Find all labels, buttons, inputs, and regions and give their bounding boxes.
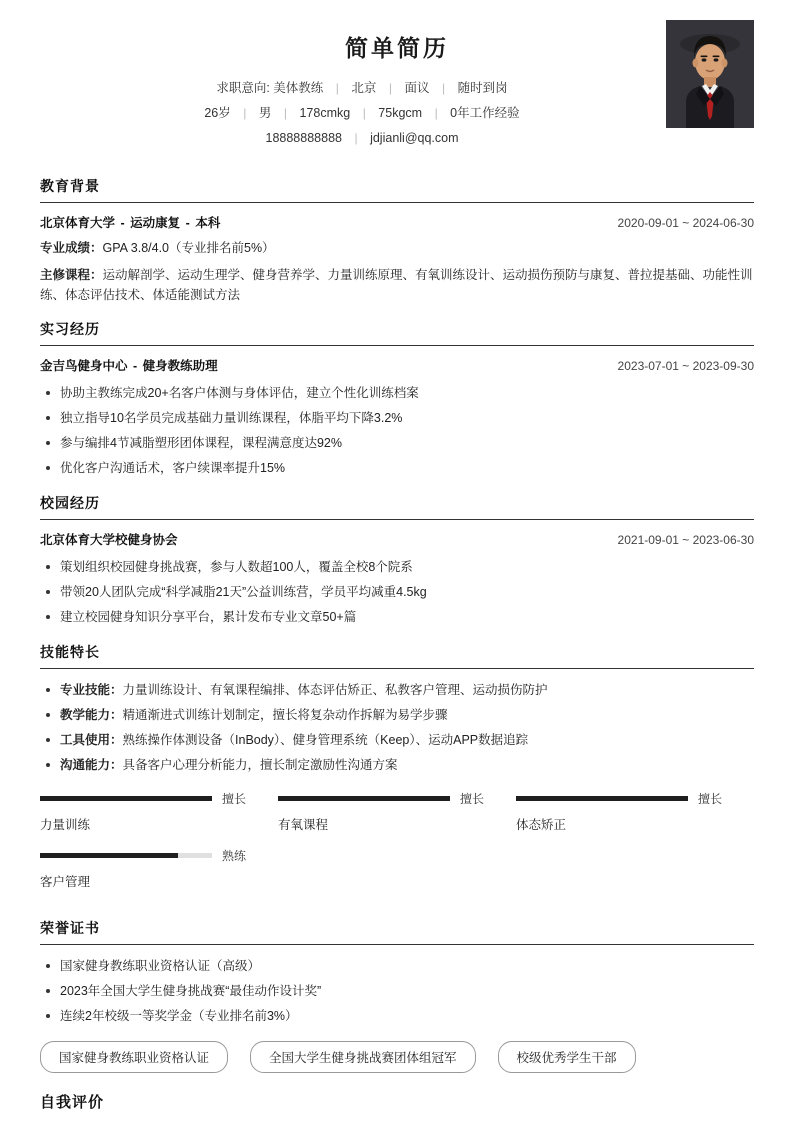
campus-date: 2021-09-01 ~ 2023-06-30 bbox=[617, 533, 754, 547]
internship-entry-head bbox=[40, 356, 754, 374]
meta-email: jdjianli@qq.com bbox=[370, 131, 459, 145]
list-item: 独立指导10名学员完成基础力量训练课程，体脂平均下降3.2% bbox=[40, 407, 754, 429]
resume-header bbox=[40, 18, 754, 162]
meta-separator: | bbox=[283, 106, 287, 120]
meta-city: 北京 bbox=[351, 81, 377, 95]
avatar bbox=[666, 20, 754, 128]
campus-bullets bbox=[40, 556, 754, 628]
skill-bar-fill bbox=[278, 796, 450, 801]
meta-age: 26岁 bbox=[204, 106, 231, 120]
skill-bar-level: 擅长 bbox=[697, 792, 722, 806]
section-title-education: 教育背景 bbox=[40, 176, 754, 203]
internship-company: 金吉鸟健身中心 bbox=[40, 359, 128, 373]
meta-salary: 面议 bbox=[404, 81, 430, 95]
campus-entry bbox=[40, 530, 754, 628]
skills-bullets bbox=[40, 679, 754, 776]
internship-entry bbox=[40, 356, 754, 479]
meta-row-3 bbox=[40, 127, 754, 149]
skill-bar-row bbox=[278, 790, 500, 807]
campus-org: 北京体育大学校健身协会 bbox=[40, 533, 178, 547]
list-item: 带领20人团队完成“科学减脂21天”公益训练营，学员平均减重4.5kg bbox=[40, 581, 754, 603]
education-major: 运动康复 bbox=[130, 216, 181, 230]
list-item: 2023年全国大学生健身挑战赛“最佳动作设计奖” bbox=[40, 980, 754, 1002]
education-entry bbox=[40, 213, 754, 305]
meta-separator: | bbox=[434, 106, 438, 120]
skill-bar-name: 有氧课程 bbox=[277, 818, 328, 832]
education-courses-value: 运动解剖学、运动生理学、健身营养学、力量训练原理、有氧训练设计、运动损伤预防与康复、普拉提基础、功能性训练、体态评估技术、体适能测试方法 bbox=[40, 268, 753, 302]
skill-bar-fill bbox=[40, 796, 212, 801]
honor-tag: 国家健身教练职业资格认证 bbox=[40, 1041, 228, 1073]
honor-tag: 全国大学生健身挑战赛团体组冠军 bbox=[250, 1041, 476, 1073]
section-title-selfeval: 自我评价 bbox=[40, 1094, 105, 1111]
section-honors bbox=[40, 918, 754, 1073]
skill-text: 力量训练设计、有氧课程编排、体态评估矫正、私教客户管理、运动损伤防护 bbox=[122, 683, 548, 697]
skill-bar-item bbox=[40, 790, 278, 833]
skill-label: 沟通能力： bbox=[60, 758, 123, 772]
campus-entry-head bbox=[40, 530, 754, 548]
section-title-campus: 校园经历 bbox=[40, 493, 754, 520]
meta-intent: 求职意向: 美体教练 bbox=[216, 81, 324, 95]
skill-bar-name: 客户管理 bbox=[40, 875, 91, 889]
skill-bar-level: 擅长 bbox=[459, 792, 484, 806]
honor-tag-group bbox=[40, 1041, 754, 1073]
meta-separator: | bbox=[243, 106, 247, 120]
internship-role: 健身教练助理 bbox=[142, 359, 218, 373]
meta-separator: | bbox=[442, 81, 446, 95]
honors-bullets bbox=[40, 955, 754, 1027]
skill-text: 熟练操作体测设备（InBody）、健身管理系统（Keep）、运动APP数据追踪 bbox=[122, 733, 529, 747]
skill-bar-group bbox=[40, 790, 754, 904]
separator-dash: - bbox=[185, 216, 190, 230]
skill-bar-fill bbox=[516, 796, 688, 801]
section-internship bbox=[40, 319, 754, 479]
skill-bar-track bbox=[516, 796, 688, 801]
separator-dash: - bbox=[133, 359, 138, 373]
section-title-internship: 实习经历 bbox=[40, 319, 754, 346]
meta-row-2 bbox=[40, 102, 754, 124]
education-degree: 本科 bbox=[195, 216, 221, 230]
education-school: 北京体育大学 bbox=[40, 216, 116, 230]
skill-bar-row bbox=[40, 790, 262, 807]
education-date: 2020-09-01 ~ 2024-06-30 bbox=[617, 216, 754, 230]
skill-bar-name: 力量训练 bbox=[40, 818, 91, 832]
skill-bar-row bbox=[40, 847, 262, 864]
skill-label: 专业技能： bbox=[60, 683, 123, 697]
skill-text: 精通渐进式训练计划制定，擅长将复杂动作拆解为易学步骤 bbox=[122, 708, 448, 722]
education-courses-label: 主修课程： bbox=[40, 268, 103, 282]
meta-gender: 男 bbox=[258, 106, 272, 120]
section-title-skills: 技能特长 bbox=[40, 642, 754, 669]
education-title bbox=[40, 213, 220, 231]
education-gpa-label: 专业成绩： bbox=[40, 241, 103, 255]
skill-bar-row bbox=[516, 790, 738, 807]
meta-row-1 bbox=[40, 77, 754, 99]
education-gpa-value: GPA 3.8/4.0（专业排名前5%） bbox=[102, 241, 275, 255]
internship-date: 2023-07-01 ~ 2023-09-30 bbox=[617, 359, 754, 373]
meta-separator: | bbox=[354, 131, 358, 145]
section-skills bbox=[40, 642, 754, 904]
internship-title bbox=[40, 356, 218, 374]
skill-bar-item bbox=[278, 790, 516, 833]
section-campus bbox=[40, 493, 754, 628]
meta-separator: | bbox=[388, 81, 393, 95]
list-item: 协助主教练完成20+名客户体测与身体评估，建立个性化训练档案 bbox=[40, 382, 754, 404]
education-entry-head bbox=[40, 213, 754, 231]
meta-separator: | bbox=[335, 81, 339, 95]
section-title-honors: 荣誉证书 bbox=[40, 918, 754, 945]
meta-availability: 随时到岗 bbox=[457, 81, 508, 95]
skill-bar-level: 擅长 bbox=[222, 792, 247, 806]
skill-bar-track bbox=[40, 853, 212, 858]
list-item: 国家健身教练职业资格认证（高级） bbox=[40, 955, 754, 977]
meta-experience: 0年工作经验 bbox=[450, 106, 520, 120]
meta-height: 178cmkg bbox=[299, 106, 351, 120]
internship-bullets bbox=[40, 382, 754, 479]
skill-label: 教学能力： bbox=[60, 708, 123, 722]
section-education bbox=[40, 176, 754, 305]
list-item: 策划组织校园健身挑战赛，参与人数超100人，覆盖全校8个院系 bbox=[40, 556, 754, 578]
list-item: 建立校园健身知识分享平台，累计发布专业文章50+篇 bbox=[40, 606, 754, 628]
education-gpa bbox=[40, 238, 754, 258]
skill-bar-track bbox=[278, 796, 450, 801]
page-title: 简单简历 bbox=[345, 35, 449, 61]
list-item bbox=[40, 679, 754, 701]
skill-bar-item bbox=[516, 790, 754, 833]
meta-weight: 75kgcm bbox=[378, 106, 423, 120]
skill-bar-name: 体态矫正 bbox=[515, 818, 566, 832]
education-courses bbox=[40, 265, 754, 305]
honor-tag: 校级优秀学生干部 bbox=[498, 1041, 636, 1073]
skill-bar-level: 熟练 bbox=[222, 849, 247, 863]
skill-text: 具备客户心理分析能力，擅长制定激励性沟通方案 bbox=[122, 758, 398, 772]
list-item: 参与编排4节减脂塑形团体课程，课程满意度达92% bbox=[40, 432, 754, 454]
list-item: 连续2年校级一等奖学金（专业排名前3%） bbox=[40, 1005, 754, 1027]
meta-phone: 18888888888 bbox=[265, 131, 342, 145]
skill-label: 工具使用： bbox=[60, 733, 123, 747]
list-item bbox=[40, 754, 754, 776]
separator-dash: - bbox=[120, 216, 125, 230]
meta-separator: | bbox=[362, 106, 366, 120]
skill-bar-fill bbox=[40, 853, 178, 858]
list-item: 优化客户沟通话术，客户续课率提升15% bbox=[40, 457, 754, 479]
list-item bbox=[40, 704, 754, 726]
skill-bar-track bbox=[40, 796, 212, 801]
list-item bbox=[40, 729, 754, 751]
skill-bar-item bbox=[40, 847, 278, 890]
